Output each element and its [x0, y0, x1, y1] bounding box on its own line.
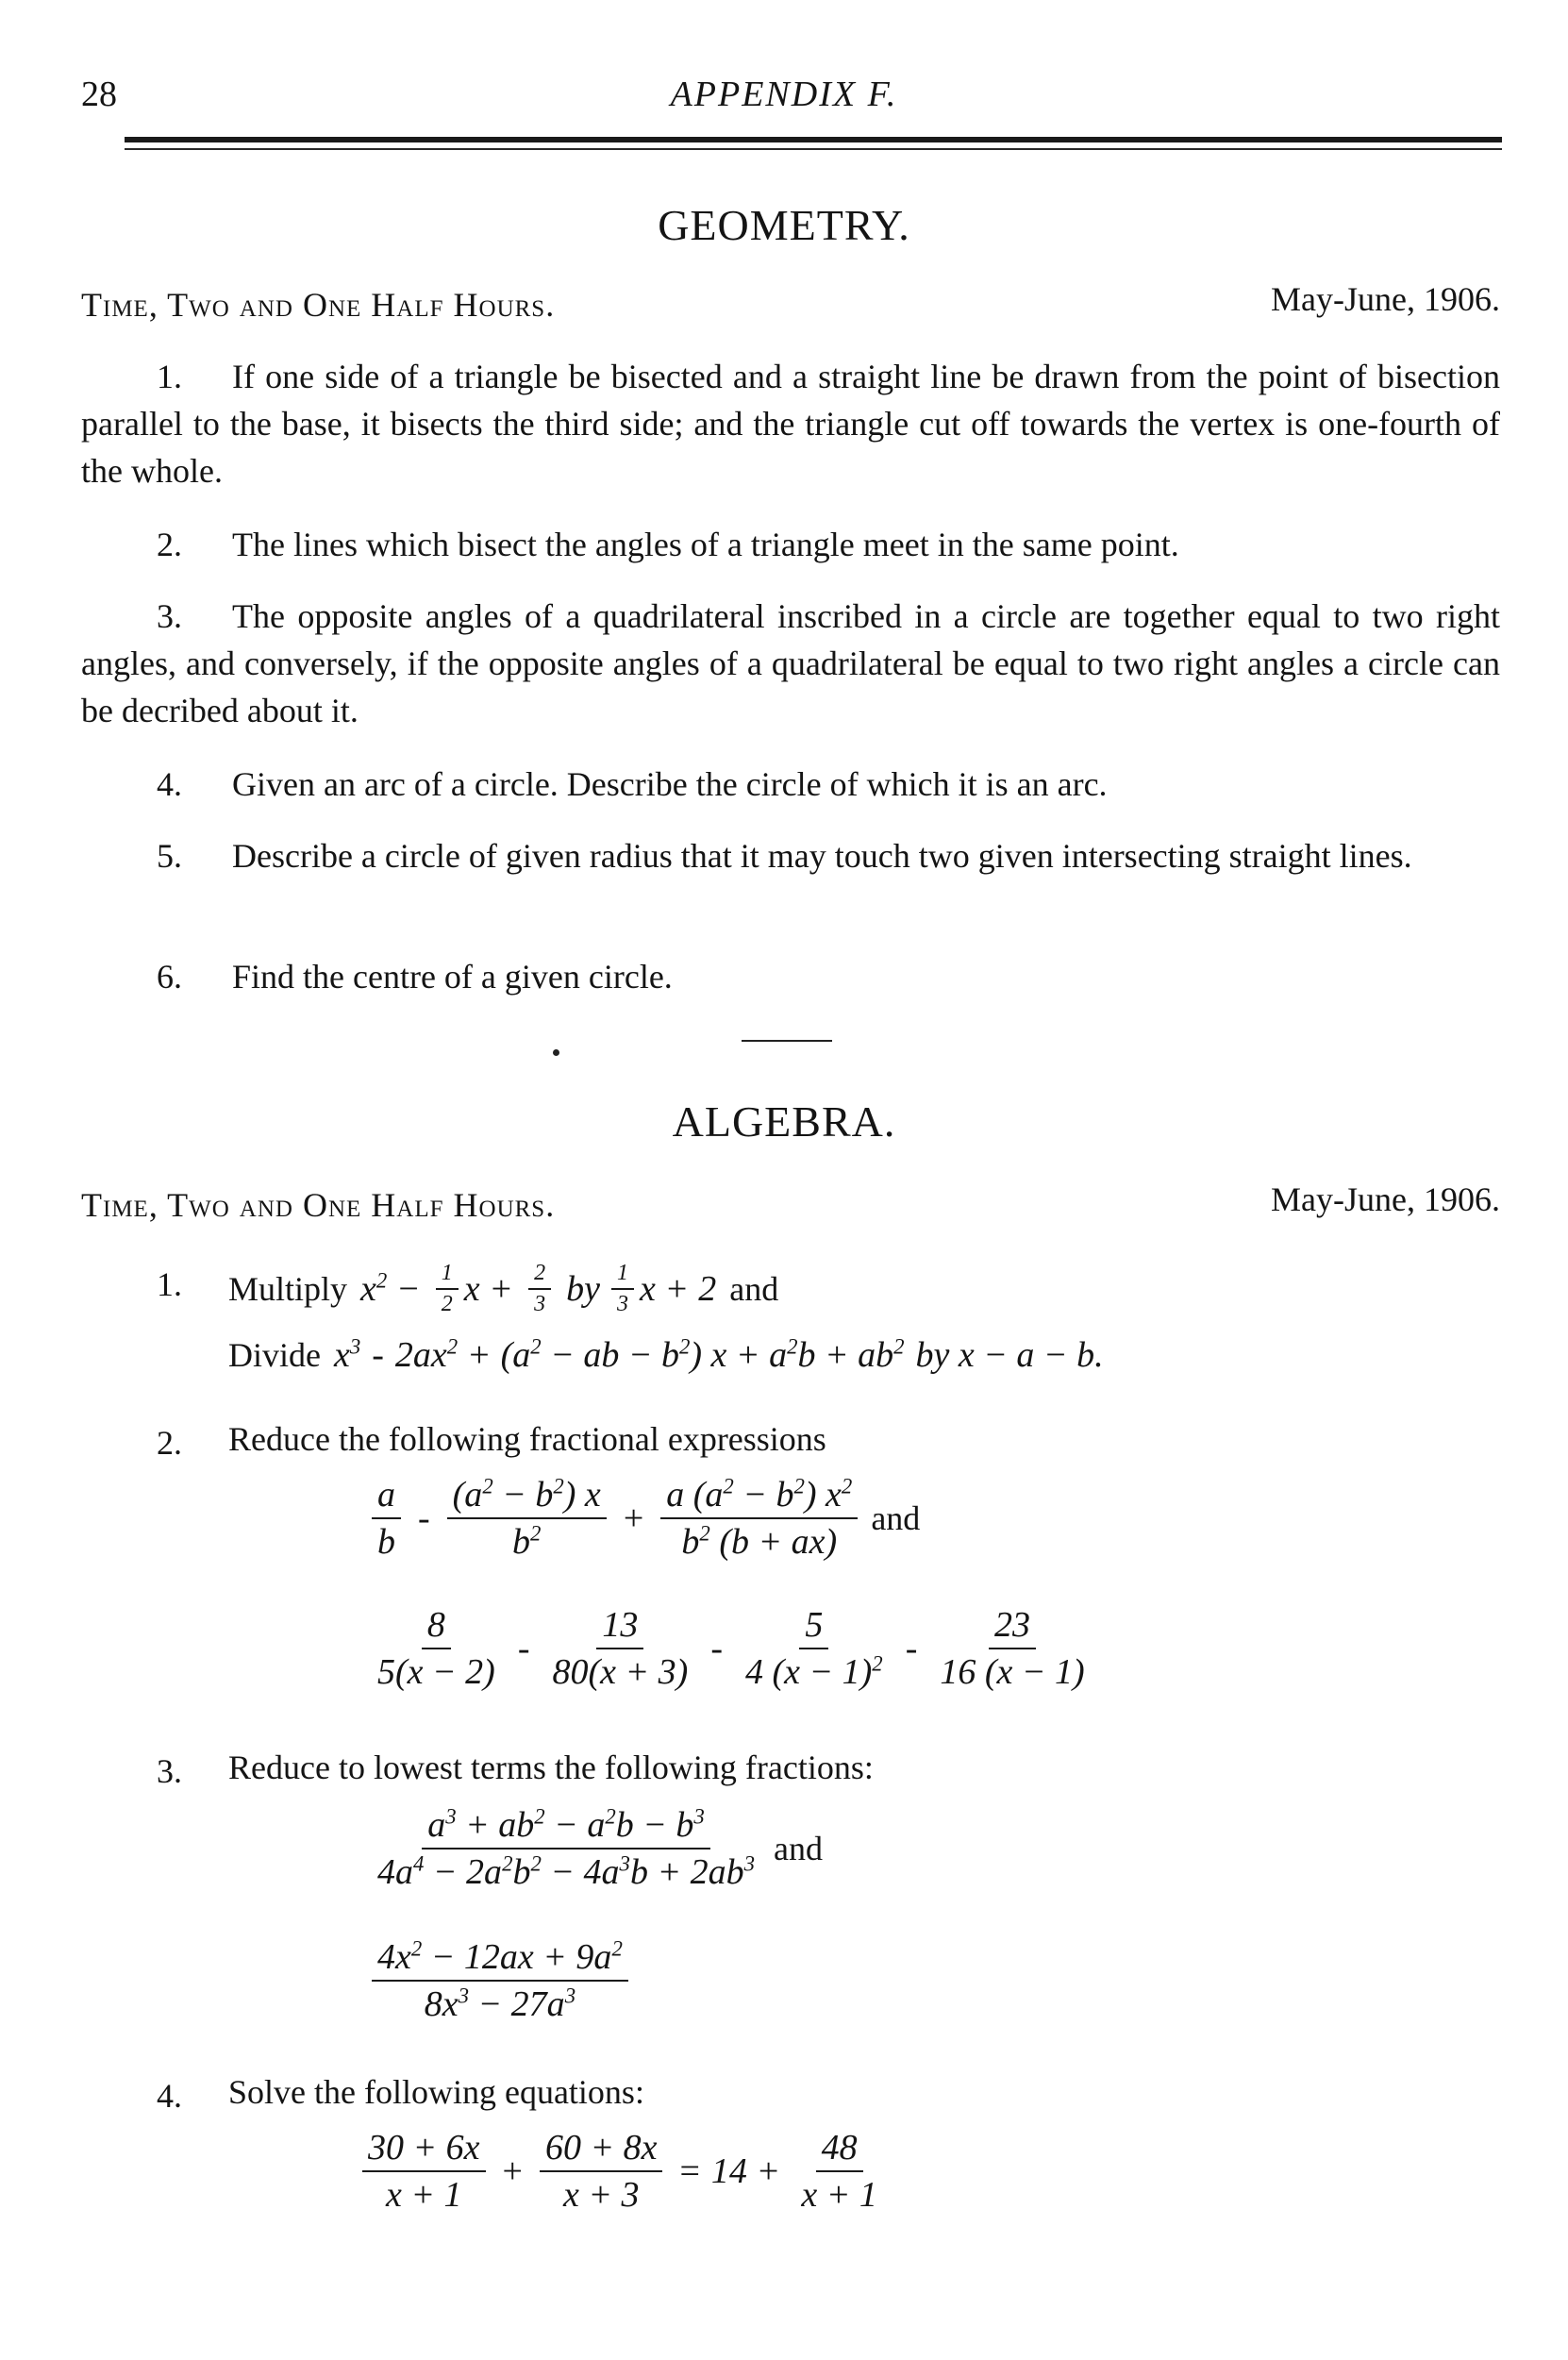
algebra-date: May-June, 1906.: [1271, 1180, 1500, 1218]
question-number: 5.: [157, 837, 182, 875]
algebra-question-1-line-1: Multiply $x^2$ − $\frac{1}{2}$ x + $\frac{2}{3}$ by $\frac{1}{3}$ x + 2 and: [228, 1261, 779, 1316]
and-word: and: [774, 1830, 823, 1867]
algebra-question-1-line-2: Divide $x^3$ - $2ax^2$ + ($a^2$ − ab − $b^2$) $x + a^2b + ab^2$ by x − a − b.: [228, 1334, 1104, 1375]
running-head: APPENDIX F.: [670, 75, 898, 114]
ink-dot: [553, 1049, 559, 1056]
divide-word: Divide: [228, 1336, 321, 1374]
algebra-question-2-text: Reduce the following fractional expressions: [228, 1420, 826, 1458]
question-number: 1.: [157, 358, 182, 395]
algebra-question-2-expression-1: $\frac{a}{b}$ - $\frac{(a^2 - b^2) x}{b^2}$ + $\frac{a (a^2 - b^2) x^2}{b^2 (b + ax)}$ and: [366, 1474, 920, 1563]
geometry-date: May-June, 1906.: [1271, 280, 1500, 318]
algebra-question-4-text: Solve the following equations:: [228, 2073, 644, 2111]
algebra-question-1-number: 1.: [157, 1265, 182, 1303]
question-text: Describe a circle of given radius that it may touch two given intersecting straight lines.: [232, 837, 1412, 875]
algebra-question-2-expression-2: $\frac{8}{5(x - 2)}$ - $\frac{13}{80(x + 3)}$ - $\frac{5}{4 (x - 1)^2}$ - $\frac{23}{16 (x - 1)}$: [377, 1605, 1085, 1692]
geometry-time: Time, Two and One Half Hours.: [81, 286, 556, 324]
algebra-question-3-number: 3.: [157, 1752, 182, 1790]
geometry-question-1: [81, 353, 1500, 494]
question-text: Given an arc of a circle. Describe the circle of which it is an arc.: [232, 765, 1108, 803]
multiply-word: Multiply: [228, 1270, 348, 1308]
header-rule-thick: [125, 137, 1502, 142]
algebra-title: ALGEBRA.: [672, 1097, 896, 1146]
algebra-question-4-number: 4.: [157, 2077, 182, 2115]
question-text: The opposite angles of a quadrilateral inscribed in a circle are together equal to two right angles, and conversely, if the opposite angles of a quadrilateral be equal to two right angles a circle can be decribed about it.: [81, 597, 1500, 729]
page-number: 28: [81, 75, 117, 114]
geometry-question-4: [81, 761, 1500, 808]
algebra-question-2-number: 2.: [157, 1424, 182, 1462]
question-number: 3.: [157, 597, 182, 635]
algebra-time: Time, Two and One Half Hours.: [81, 1186, 556, 1224]
question-number: 4.: [157, 765, 182, 803]
geometry-question-5: [81, 832, 1500, 879]
algebra-question-4-equation: $\frac{30 + 6x}{x + 1}$ + $\frac{60 + 8x}{x + 3}$ = 14 + $\frac{48}{x + 1}$: [357, 2127, 889, 2216]
algebra-question-3-fraction-1: $\frac{a^3 + ab^2 - a^2b - b^3}{4a^4 - 2a^2b^2 - 4a^3b + 2ab^3}$ and: [377, 1804, 823, 1892]
question-text: The lines which bisect the angles of a triangle meet in the same point.: [232, 526, 1179, 563]
and-word: and: [871, 1499, 921, 1537]
geometry-title: GEOMETRY.: [658, 201, 910, 249]
question-text: If one side of a triangle be bisected and a straight line be drawn from the point of bisection parallel to the base, it bisects the third side; and the triangle cut off towards the vertex is one-fourth of the whole.: [81, 358, 1500, 490]
algebra-question-3-text: Reduce to lowest terms the following fractions:: [228, 1749, 874, 1786]
question-number: 6.: [157, 958, 182, 996]
geometry-question-6: [81, 953, 1500, 1000]
section-divider: [742, 1040, 832, 1042]
geometry-question-2: [81, 521, 1500, 568]
header-rule-thin: [125, 148, 1502, 150]
geometry-question-3: [81, 593, 1500, 734]
question-text: Find the centre of a given circle.: [232, 958, 673, 996]
and-word: and: [729, 1270, 779, 1308]
algebra-question-3-fraction-2: $\frac{4x^2 - 12ax + 9a^2}{8x^3 - 27a^3}$: [366, 1936, 634, 2025]
question-number: 2.: [157, 526, 182, 563]
